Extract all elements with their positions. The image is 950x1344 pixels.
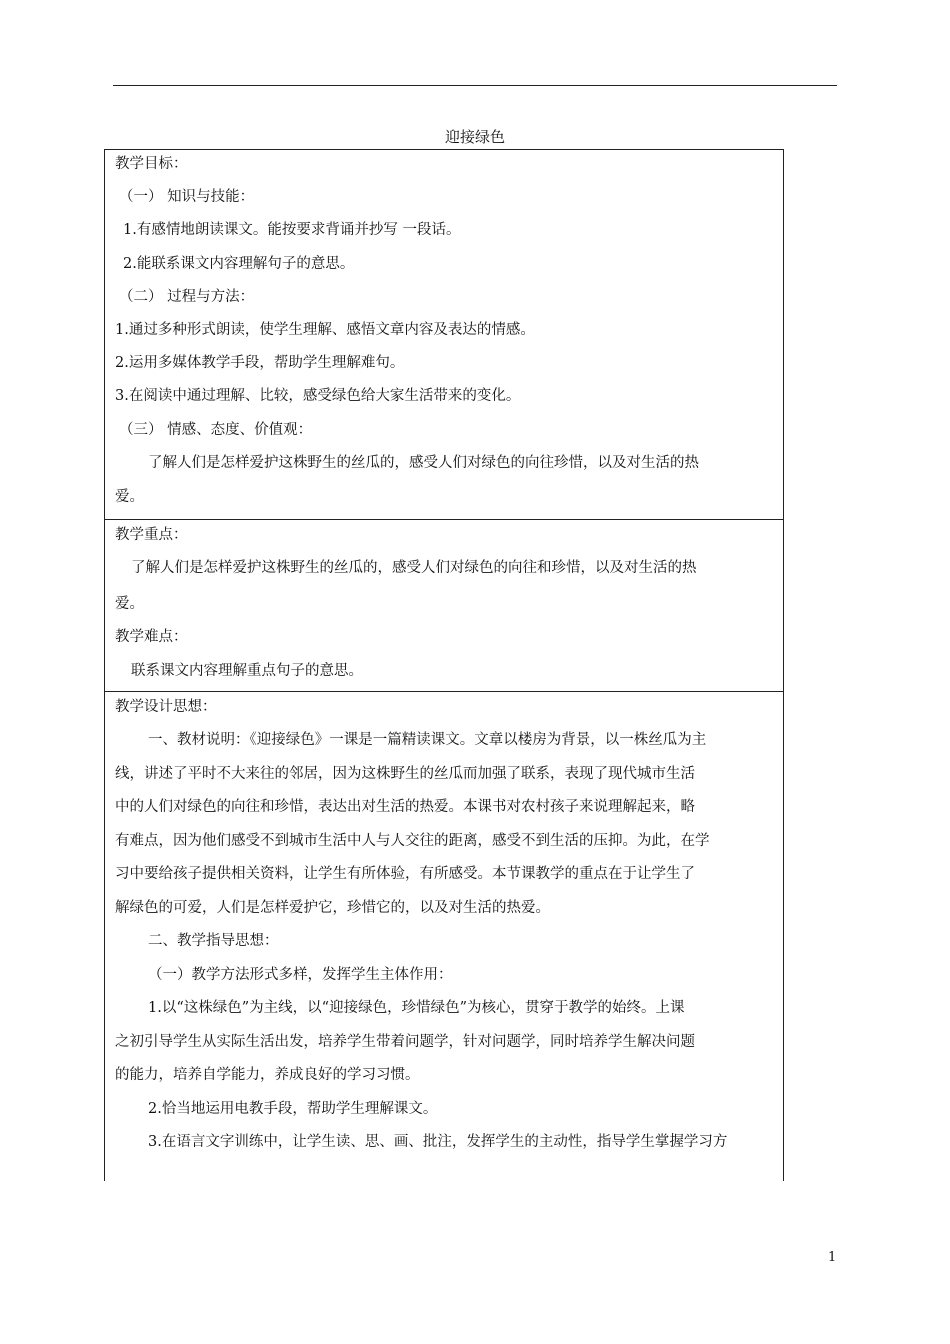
- goals-sub-process: （二） 过程与方法：: [119, 289, 255, 305]
- goals-item-2-2: 2.运用多媒体教学手段，帮助学生理解难句。: [115, 355, 405, 371]
- difficulty-text: 联系课文内容理解重点句子的意思。: [131, 663, 363, 679]
- page-number: 1: [828, 1250, 837, 1265]
- design-thought-cell: [104, 691, 784, 1181]
- design-heading: 教学设计思想：: [115, 699, 217, 715]
- design-p1-line3: 中的人们对绿色的向往和珍惜，表达出对生活的热爱。本课书对农村孩子来说理解起来，略: [115, 799, 695, 815]
- goals-sub-knowledge: （一） 知识与技能：: [119, 189, 255, 205]
- teaching-focus-cell: [104, 519, 784, 692]
- goals-sub-emotion: （三） 情感、态度、价值观：: [119, 422, 313, 438]
- design-p1-line1: 一、教材说明：《迎接绿色》一课是一篇精读课文。文章以楼房为背景，以一株丝瓜为主: [148, 732, 707, 748]
- design-p1-line5: 习中要给孩子提供相关资料，让学生有所体验，有所感受。本节课教学的重点在于让学生了: [115, 866, 695, 882]
- goals-emotion-text-line1: 了解人们是怎样爱护这株野生的丝瓜的，感受人们对绿色的向往珍惜，以及对生活的热: [148, 455, 699, 471]
- header-rule: [113, 85, 837, 86]
- design-p1-line6: 解绿色的可爱，人们是怎样爱护它，珍惜它的，以及对生活的热爱。: [115, 900, 550, 916]
- design-p3: （一）教学方法形式多样，发挥学生主体作用：: [148, 967, 453, 983]
- design-p1-line2: 线，讲述了平时不大来往的邻居，因为这株野生的丝瓜而加强了联系，表现了现代城市生活: [115, 766, 695, 782]
- focus-text-line2: 爱。: [115, 596, 144, 612]
- design-p1-line4: 有难点，因为他们感受不到城市生活中人与人交往的距离，感受不到生活的压抑。为此，在学: [115, 833, 710, 849]
- goals-item-1-2: 2.能联系课文内容理解句子的意思。: [123, 256, 355, 272]
- design-p4-line3: 的能力，培养自学能力，养成良好的学习习惯。: [115, 1067, 420, 1083]
- focus-heading: 教学重点：: [115, 527, 188, 543]
- teaching-goals-cell: [104, 149, 784, 520]
- goals-item-1-1: 1.有感情地朗读课文。能按要求背诵并抄写 一段话。: [123, 222, 461, 238]
- goals-heading: 教学目标：: [115, 156, 188, 172]
- design-p5: 2.恰当地运用电教手段，帮助学生理解课文。: [148, 1101, 438, 1117]
- design-p2: 二、教学指导思想：: [148, 933, 279, 949]
- design-p4-line1: 1.以“这株绿色”为主线，以“迎接绿色，珍惜绿色”为核心，贯穿于教学的始终。上课: [148, 1000, 685, 1016]
- goals-item-2-3: 3.在阅读中通过理解、比较，感受绿色给大家生活带来的变化。: [115, 388, 521, 404]
- document-title: 迎接绿色: [444, 128, 505, 146]
- difficulty-heading: 教学难点：: [115, 629, 188, 645]
- goals-emotion-text-line2: 爱。: [115, 489, 144, 505]
- goals-item-2-1: 1.通过多种形式朗读，使学生理解、感悟文章内容及表达的情感。: [115, 322, 535, 338]
- focus-text-line1: 了解人们是怎样爱护这株野生的丝瓜的，感受人们对绿色的向往和珍惜，以及对生活的热: [131, 560, 697, 576]
- design-p6: 3.在语言文字训练中，让学生读、思、画、批注，发挥学生的主动性，指导学生掌握学习方: [148, 1134, 728, 1150]
- design-p4-line2: 之初引导学生从实际生活出发，培养学生带着问题学，针对问题学，同时培养学生解决问题: [115, 1034, 695, 1050]
